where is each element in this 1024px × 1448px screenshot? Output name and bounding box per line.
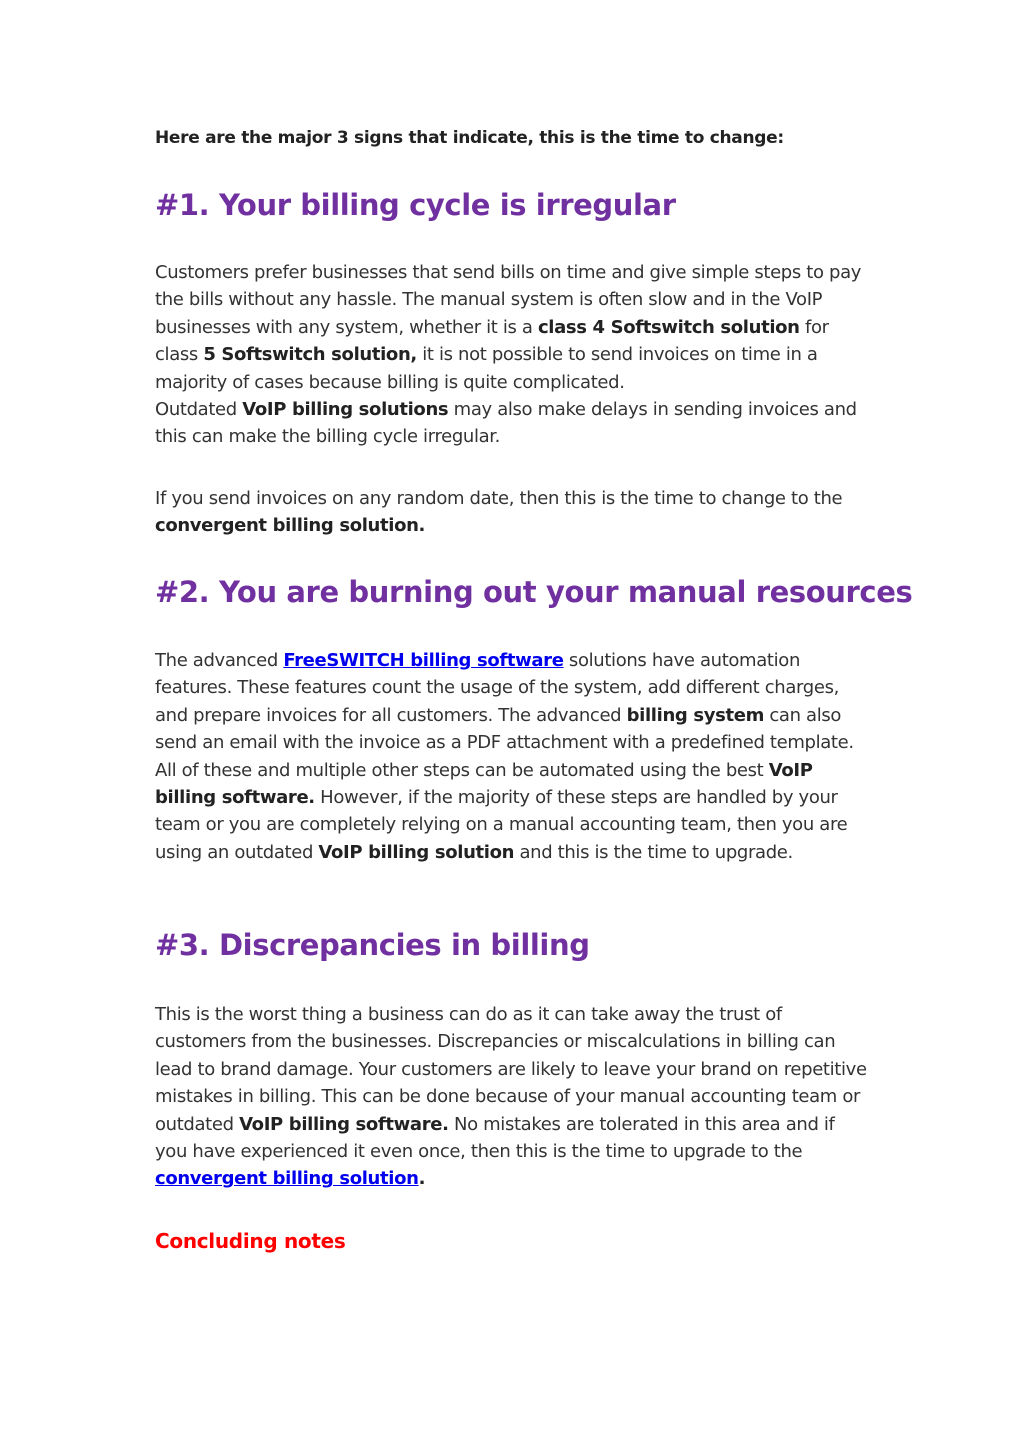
convergent-billing-link[interactable]: convergent billing solution [155, 1168, 419, 1190]
section1-paragraph-2: If you send invoices on any random date, then this is the time to change to the convergent billing solution. [155, 488, 843, 537]
bold-convergent-billing: convergent billing solution. [155, 515, 426, 537]
section2-paragraph-1: The advanced FreeSWITCH billing software solutions have automation features. These features count the usage of the system, add different charges, and prepare invoices for all customers. The advanced billing system can also send an email with the invoice as a PDF attachment with a predefined template. All of these and multiple other steps can be automated using the best VoIP billing software. However, if the majority of these steps are handled by your team or you are completely relying on a manual accounting team, then you are using an outdated VoIP billing solution and this is the time to upgrade. [155, 650, 854, 863]
section2-heading: #2. You are burning out your manual resources [155, 575, 913, 609]
bold-voip-billing-software: VoIP billing software. [155, 759, 813, 809]
intro-text: Here are the major 3 signs that indicate, this is the time to change: [155, 128, 784, 148]
section1-paragraph-1: Customers prefer businesses that send bills on time and give simple steps to pay the bills without any hassle. The manual system is often slow and in the VoIP businesses with any system, whether it is a class 4 Softswitch solution for class 5 Softswitch solution, it is not possible to send invoices on time in a majority of cases because billing is quite complicated. Outdated VoIP billing solutions may also make delays in sending invoices and this can make the billing cycle irregular. [155, 262, 862, 448]
section3-paragraph-1: This is the worst thing a business can do as it can take away the trust of customers from the businesses. Discrepancies or miscalculations in billing can lead to brand damage. Your customers are likely to leave your brand on repetitive mistakes in billing. This can be done because of your manual accounting team or outdated VoIP billing software. No mistakes are tolerated in this area and if you have experienced it even once, then this is the time to upgrade to the convergent billing solution. [155, 1004, 867, 1190]
bold-class5: 5 Softswitch solution, [203, 344, 417, 366]
bold-voip-billing-solution: VoIP billing solution [318, 841, 515, 863]
concluding-notes-heading: Concluding notes [155, 1229, 346, 1253]
section1-heading: #1. Your billing cycle is irregular [155, 188, 676, 222]
section3-heading: #3. Discrepancies in billing [155, 928, 590, 962]
bold-voip-billing-solutions: VoIP billing solutions [242, 399, 449, 421]
freeswitch-billing-link[interactable]: FreeSWITCH billing software [283, 650, 564, 671]
bold-voip-billing-software-2: VoIP billing software. [239, 1113, 449, 1135]
bold-billing-system: billing system [626, 704, 764, 726]
bold-class4: class 4 Softswitch solution [537, 316, 800, 338]
